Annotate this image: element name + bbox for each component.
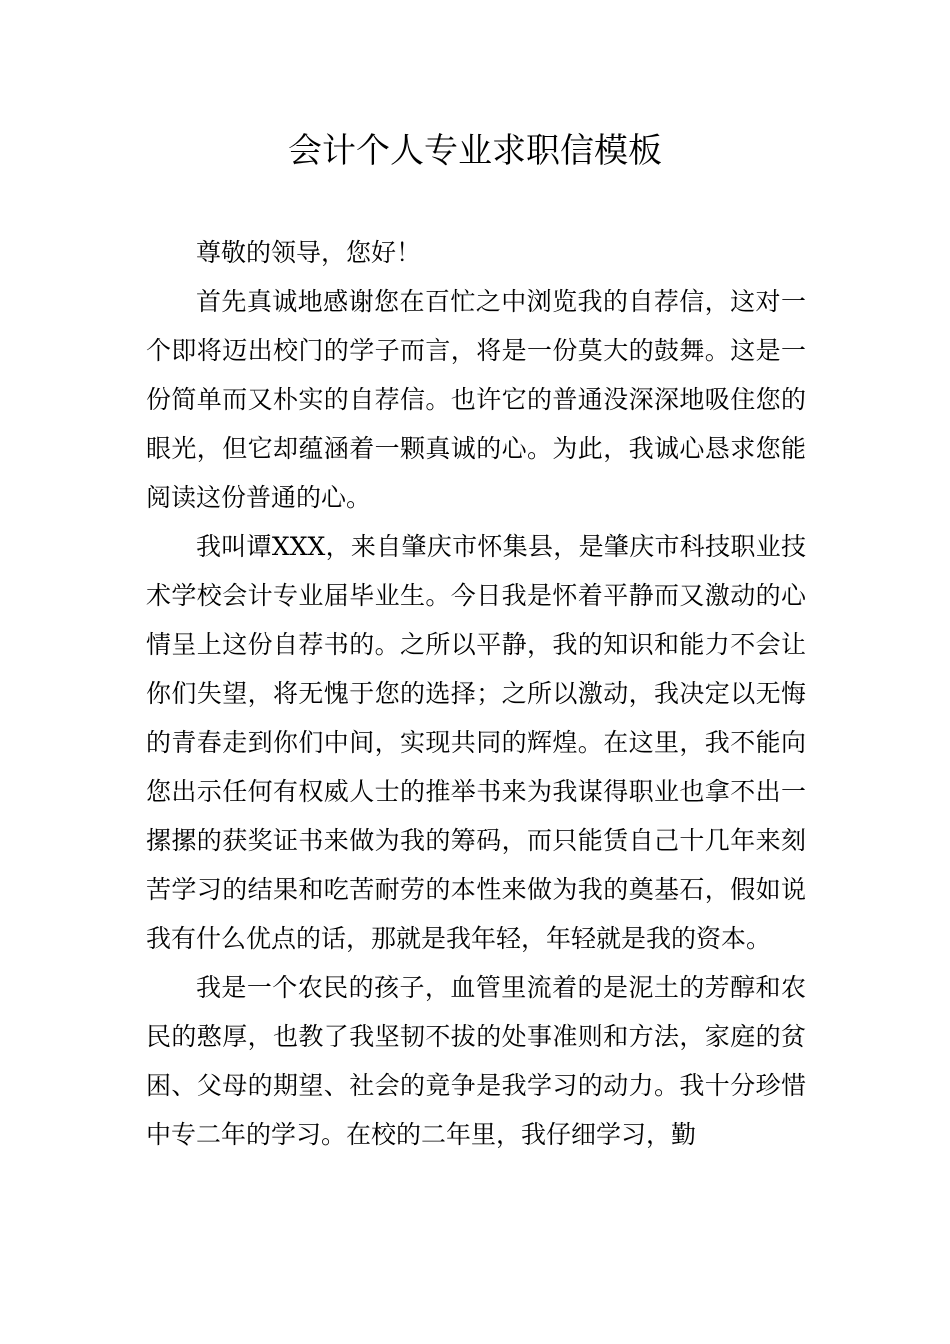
body-paragraph: 我是一个农民的孩子，血管里流着的是泥土的芳醇和农民的憨厚，也教了我坚韧不拔的处事准则和方法，家庭的贫困、父母的期望、社会的竟争是我学习的动力。我十分珍惜中专二年的学习。在校的二年里，我仔细学习，勤 <box>146 973 806 1149</box>
greeting-paragraph: 尊敬的领导，您好！ <box>196 238 422 267</box>
body-paragraph: 我叫谭XXX，来自肇庆市怀集县，是肇庆市科技职业技术学校会计专业届毕业生。今日我是怀着平静而又激动的心情呈上这份自荐书的。之所以平静，我的知识和能力不会让你们失望，将无愧于您的选择；之所以激动，我决定以无悔的青春走到你们中间，实现共同的辉煌。在这里，我不能向您出示任何有权威人士的推举书来为我谋得职业也拿不出一摞摞的获奖证书来做为我的筹码，而只能赁自己十几年来刻苦学习的结果和吃苦耐劳的本性来做为我的奠基石，假如说我有什么优点的话，那就是我年轻，年轻就是我的资本。 <box>146 532 806 953</box>
body-paragraph: 首先真诚地感谢您在百忙之中浏览我的自荐信，这对一个即将迈出校门的学子而言，将是一份莫大的鼓舞。这是一份简单而又朴实的自荐信。也许它的普通没深深地吸住您的眼光，但它却蕴涵着一颗真诚的心。为此，我诚心恳求您能阅读这份普通的心。 <box>146 287 806 512</box>
document-title: 会计个人专业求职信模板 <box>288 131 662 171</box>
document-body <box>146 228 806 1159</box>
